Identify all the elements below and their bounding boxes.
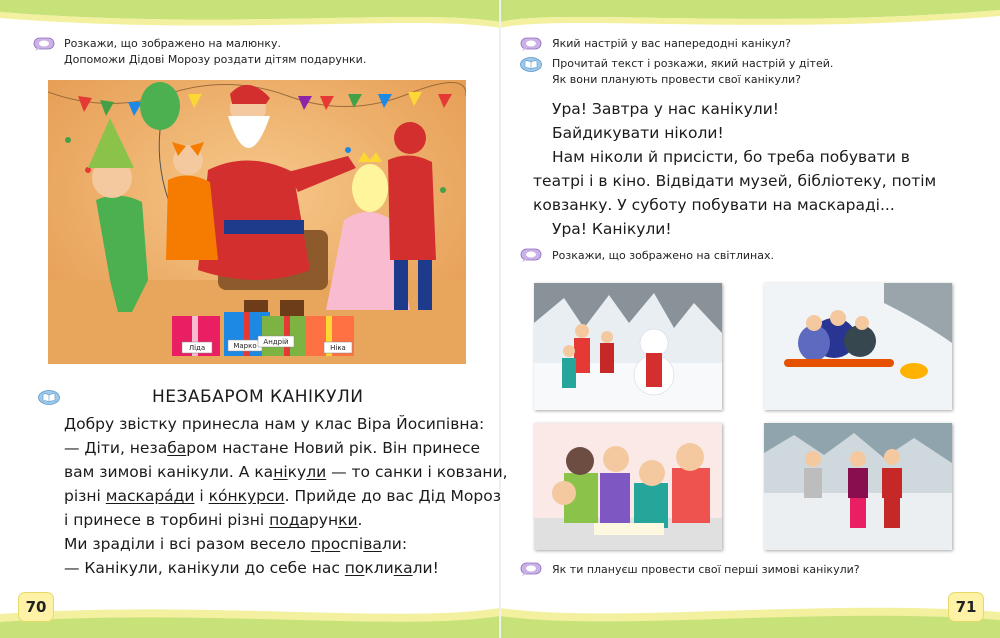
gift-tag-lida: Ліда <box>188 344 206 352</box>
story-line-4: різні маскара́ди і ко́нкурси. Прийде до вас Дід Мороз <box>64 487 501 505</box>
story-line-1: Добру звістку принесла нам у клас Віра Йосипівна: <box>64 415 485 433</box>
sledding-photo <box>764 283 952 410</box>
speech-bubble-icon <box>520 248 542 262</box>
holiday-plan-question: Як ти плануєш провести свої перші зимові канікули? <box>552 563 860 576</box>
story-line-5: і принесе в торбині різні подарунки. <box>64 511 363 529</box>
reading-task-line-2: Як вони планують провести свої канікули? <box>552 73 802 86</box>
poem-line-3: Нам ніколи й присісти, бо треба побувати в <box>552 148 910 166</box>
story-line-6: Ми зраділи і всі разом весело проспівали: <box>64 535 408 553</box>
task-line-1: Розкажи, що зображено на малюнку. <box>64 37 282 50</box>
poem-line-6: Ура! Канікули! <box>552 220 672 238</box>
question-mood: Який настрій у вас напередодні канікул? <box>552 37 791 50</box>
story-line-2: — Діти, незабаром настане Новий рік. Він принесе <box>64 439 481 457</box>
page-number-left: 70 <box>18 592 54 622</box>
poem-line-1: Ура! Завтра у нас канікули! <box>552 100 779 118</box>
photos-task: Розкажи, що зображено на світлинах. <box>552 249 774 262</box>
page-number-right: 71 <box>948 592 984 622</box>
book-icon <box>520 57 542 72</box>
page-spine <box>499 0 501 638</box>
speech-bubble-icon <box>520 37 542 51</box>
gift-tag-nika: Ніка <box>330 344 346 352</box>
reading-photo <box>534 423 722 550</box>
reading-task-line-1: Прочитай текст і розкажи, який настрій у дітей. <box>552 57 834 70</box>
speech-bubble-icon <box>520 562 542 576</box>
story-line-7: — Канікули, канікули до себе нас покликали! <box>64 559 439 577</box>
story-line-3: вам зимові канікули. А канікули — то санки і ковзани, <box>64 463 508 481</box>
gift-tag-marko: Марко <box>233 342 257 350</box>
poem-line-2: Байдикувати ніколи! <box>552 124 724 142</box>
snowman-photo <box>534 283 722 410</box>
gift-tag-andrii: Андрій <box>263 338 289 346</box>
story-title: НЕЗАБАРОМ КАНІКУЛИ <box>152 387 364 407</box>
new-year-illustration <box>48 80 466 364</box>
skating-photo <box>764 423 952 550</box>
book-icon <box>38 390 60 405</box>
speech-bubble-icon <box>33 37 55 51</box>
task-line-2: Допоможи Дідові Морозу роздати дітям подарунки. <box>64 53 367 66</box>
poem-line-5: ковзанку. У суботу побувати на маскараді... <box>533 196 895 214</box>
poem-line-4: театрі і в кіно. Відвідати музей, бібліотеку, потім <box>533 172 937 190</box>
